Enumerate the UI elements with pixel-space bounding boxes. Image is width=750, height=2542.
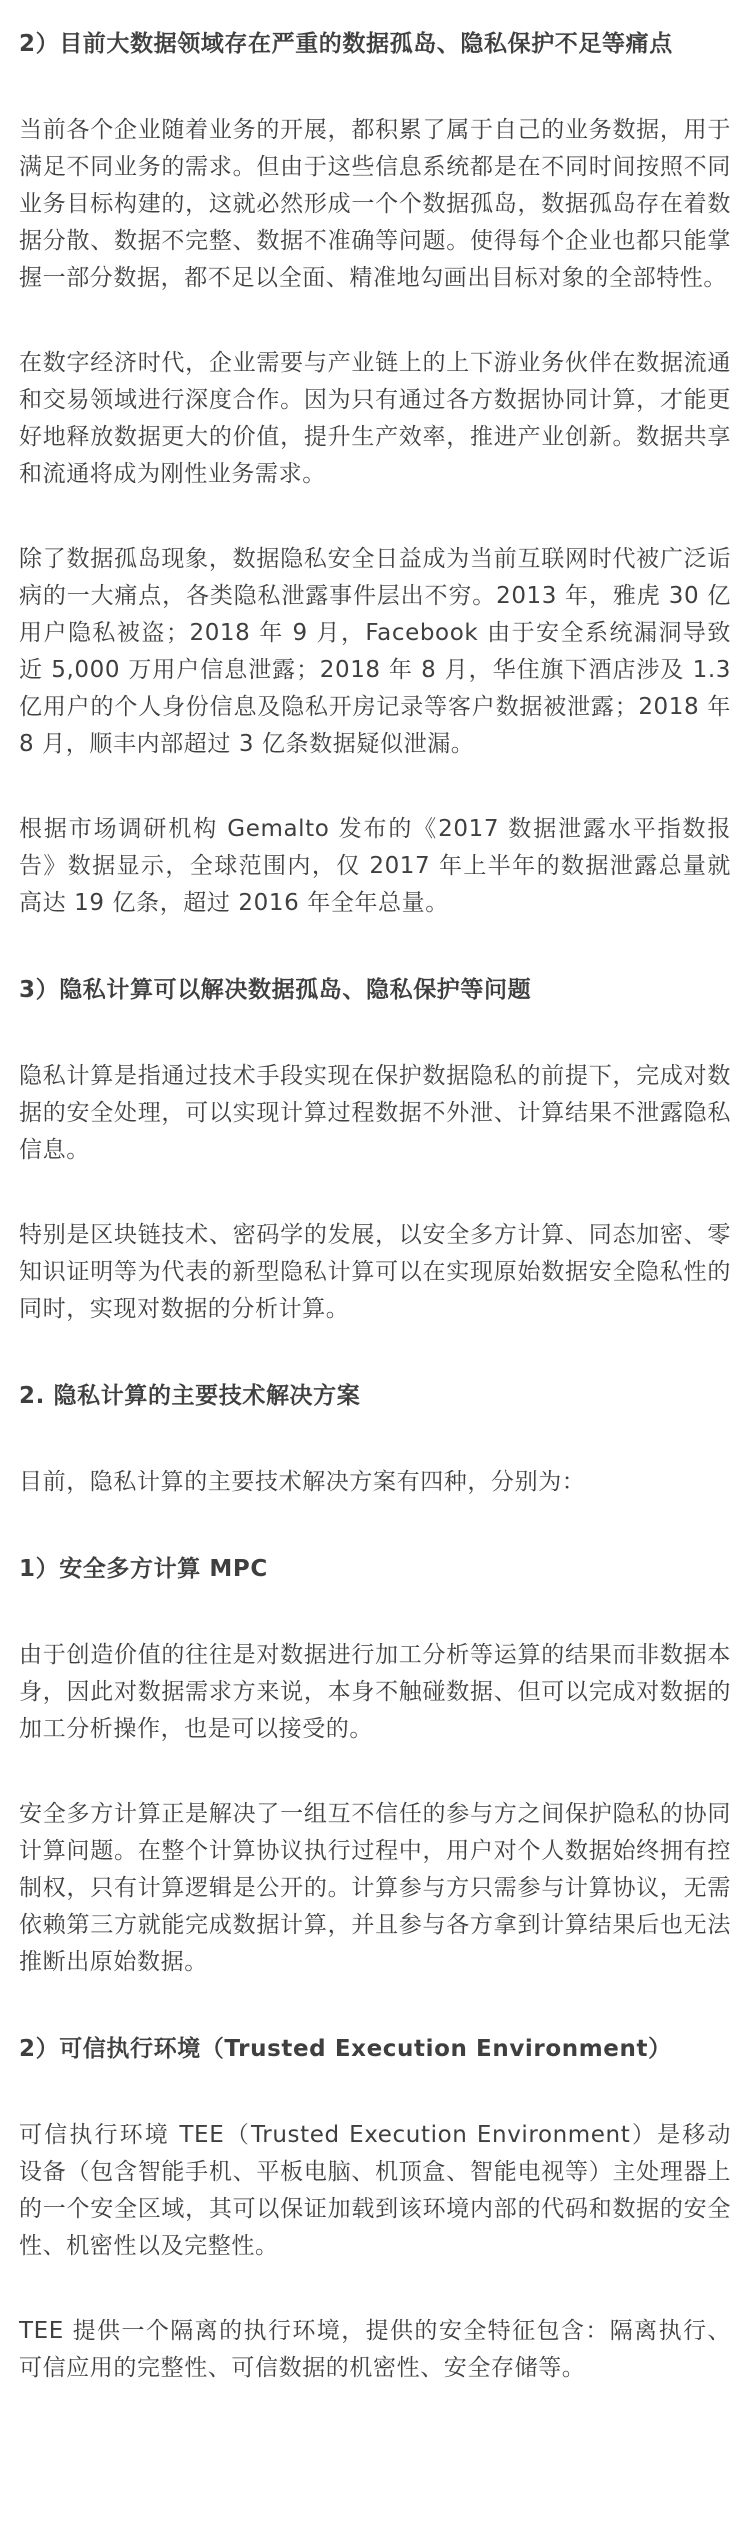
section-heading-tee: 2）可信执行环境（Trusted Execution Environment） <box>19 2036 672 2062</box>
paragraph-new-privacy-computing: 特别是区块链技术、密码学的发展，以安全多方计算、同态加密、零知识证明等为代表的新型隐私计算可以在实现原始数据安全隐私性的同时，实现对数据的分析计算。 <box>19 1222 731 1322</box>
paragraph-gemalto-report: 根据市场调研机构 Gemalto 发布的《2017 数据泄露水平指数报告》数据显示，全球范围内，仅 2017 年上半年的数据泄露总量就高达 19 亿条，超过 2016 年全年总量。 <box>19 816 731 916</box>
section-heading-mpc: 1）安全多方计算 MPC <box>19 1556 268 1582</box>
paragraph-privacy-computing-definition: 隐私计算是指通过技术手段实现在保护数据隐私的前提下，完成对数据的安全处理，可以实现计算过程数据不外泄、计算结果不泄露隐私信息。 <box>19 1063 731 1163</box>
paragraph-mpc-definition: 安全多方计算正是解决了一组互不信任的参与方之间保护隐私的协同计算问题。在整个计算协议执行过程中，用户对个人数据始终拥有控制权，只有计算逻辑是公开的。计算参与方只需参与计算协议，无需依赖第三方就能完成数据计算，并且参与各方拿到计算结果后也无法推断出原始数据。 <box>19 1801 731 1975</box>
paragraph-mpc-value: 由于创造价值的往往是对数据进行加工分析等运算的结果而非数据本身，因此对数据需求方来说，本身不触碰数据、但可以完成对数据的加工分析操作，也是可以接受的。 <box>19 1642 731 1742</box>
section-heading-privacy-computing: 3）隐私计算可以解决数据孤岛、隐私保护等问题 <box>19 977 532 1003</box>
paragraph-four-solutions: 目前，隐私计算的主要技术解决方案有四种，分别为： <box>19 1469 586 1495</box>
paragraph-tee-features: TEE 提供一个隔离的执行环境，提供的安全特征包含：隔离执行、可信应用的完整性、可信数据的机密性、安全存储等。 <box>19 2318 731 2381</box>
section-heading-data-silos: 2）目前大数据领域存在严重的数据孤岛、隐私保护不足等痛点 <box>19 31 673 57</box>
section-heading-technical-solutions: 2. 隐私计算的主要技术解决方案 <box>19 1383 361 1409</box>
paragraph-data-silos: 当前各个企业随着业务的开展，都积累了属于自己的业务数据，用于满足不同业务的需求。但由于这些信息系统都是在不同时间按照不同业务目标构建的，这就必然形成一个个数据孤岛，数据孤岛存在着数据分散、数据不完整、数据不准确等问题。使得每个企业也都只能掌握一部分数据，都不足以全面、精准地勾画出目标对象的全部特性。 <box>19 117 731 291</box>
paragraph-digital-economy: 在数字经济时代，企业需要与产业链上的上下游业务伙伴在数据流通和交易领域进行深度合作。因为只有通过各方数据协同计算，才能更好地释放数据更大的价值，提升生产效率，推进产业创新。数据共享和流通将成为刚性业务需求。 <box>19 350 731 487</box>
paragraph-tee-definition: 可信执行环境 TEE（Trusted Execution Environment）是移动设备（包含智能手机、平板电脑、机顶盒、智能电视等）主处理器上的一个安全区域，其可以保证加载到该环境内部的代码和数据的安全性、机密性以及完整性。 <box>19 2122 731 2259</box>
paragraph-privacy-leaks: 除了数据孤岛现象，数据隐私安全日益成为当前互联网时代被广泛诟病的一大痛点，各类隐私泄露事件层出不穷。2013 年，雅虎 30 亿用户隐私被盗；2018 年 9 月，Facebook 由于安全系统漏洞导致近 5,000 万用户信息泄露；2018 年 8 月，华住旗下酒店涉及 1.3 亿用户的个人身份信息及隐私开房记录等客户数据被泄露；2018 年 8 月，顺丰内部超过 3 亿条数据疑似泄漏。 <box>19 546 731 757</box>
